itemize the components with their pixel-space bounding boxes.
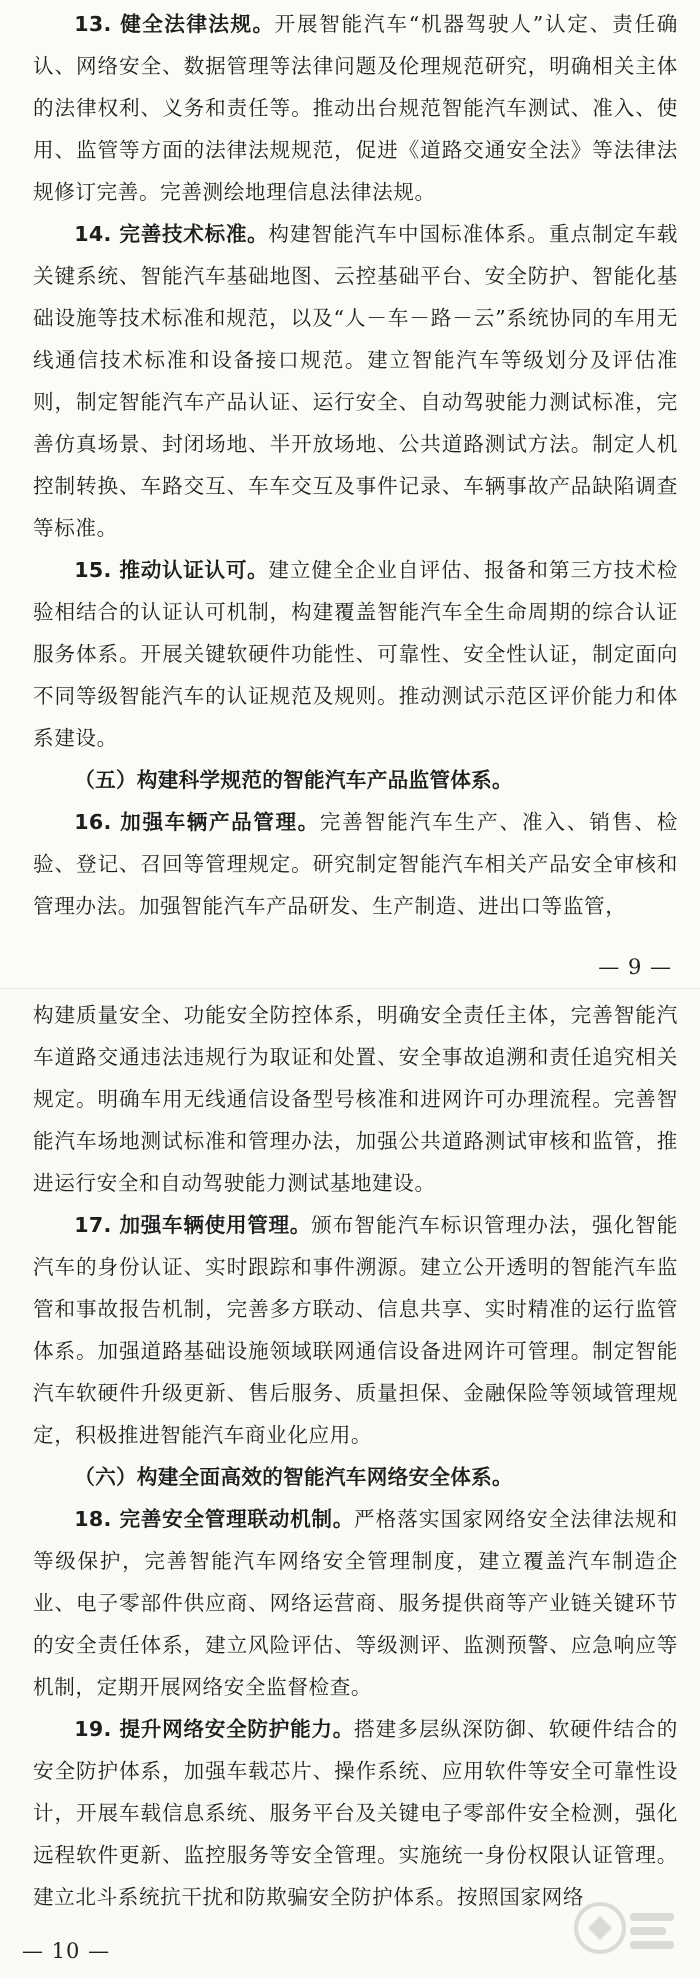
paragraph-17-heading: 17. 加强车辆使用管理。 <box>74 1213 312 1237</box>
paragraph-16 <box>33 801 678 927</box>
document-page-10 <box>0 989 700 1977</box>
paragraph-13 <box>33 3 678 213</box>
page-10-text <box>33 994 678 1918</box>
paragraph-19-heading: 19. 提升网络安全防护能力。 <box>74 1717 355 1741</box>
paragraph-18 <box>33 1498 678 1708</box>
section-heading-5: （五）构建科学规范的智能汽车产品监管体系。 <box>74 768 513 792</box>
paragraph-14-body: 构建智能汽车中国标准体系。重点制定车载关键系统、智能汽车基础地图、云控基础平台、安全防护、智能化基础设施等技术标准和规范，以及“人－车－路－云”系统协同的车用无线通信技术标准和设备接口规范。建立智能汽车等级划分及评估准则，制定智能汽车产品认证、运行安全、自动驾驶能力测试标准，完善仿真场景、封闭场地、半开放场地、公共道路测试方法。制定人机控制转换、车路交互、车车交互及事件记录、车辆事故产品缺陷调查等标准。 <box>33 222 679 540</box>
paragraph-13-heading: 13. 健全法律法规。 <box>74 12 275 36</box>
paragraph-16-heading: 16. 加强车辆产品管理。 <box>74 810 320 834</box>
paragraph-14-heading: 14. 完善技术标准。 <box>74 222 269 246</box>
page-number: — 10 — <box>22 1939 111 1963</box>
paragraph-18-body: 严格落实国家网络安全法律法规和等级保护，完善智能汽车网络安全管理制度，建立覆盖汽车制造企业、电子零部件供应商、网络运营商、服务提供商等产业链关键环节的安全责任体系，建立风险评估、等级测评、监测预警、应急响应等机制，定期开展网络安全监督检查。 <box>33 1507 678 1699</box>
page-number: — 9 — <box>598 955 672 979</box>
paragraph-15-body: 建立健全企业自评估、报备和第三方技术检验相结合的认证认可机制，构建覆盖智能汽车全生命周期的综合认证服务体系。开展关键软硬件功能性、可靠性、安全性认证，制定面向不同等级智能汽车的认证规范及规则。推动测试示范区评价能力和体系建设。 <box>33 558 679 750</box>
paragraph-16-body: 完善智能汽车生产、准入、销售、检验、登记、召回等管理规定。研究制定智能汽车相关产品安全审核和管理办法。加强智能汽车产品研发、生产制造、进出口等监管， <box>33 810 678 918</box>
paragraph-17-body: 颁布智能汽车标识管理办法，强化智能汽车的身份认证、实时跟踪和事件溯源。建立公开透明的智能汽车监管和事故报告机制，完善多方联动、信息共享、实时精准的运行监管体系。加强道路基础设施领域联网通信设备进网许可管理。制定智能汽车软硬件升级更新、售后服务、质量担保、金融保险等领域管理规定，积极推进智能汽车商业化应用。 <box>33 1213 678 1447</box>
paragraph-15 <box>33 549 678 759</box>
paragraph-16-continuation: 构建质量安全、功能安全防控体系，明确安全责任主体，完善智能汽车道路交通违法违规行为取证和处置、安全事故追溯和责任追究相关规定。明确车用无线通信设备型号核准和进网许可办理流程。完善智能汽车场地测试标准和管理办法，加强公共道路测试审核和监管，推进运行安全和自动驾驶能力测试基地建设。 <box>33 1003 678 1195</box>
paragraph-14 <box>33 213 678 549</box>
section-heading-6: （六）构建全面高效的智能汽车网络安全体系。 <box>74 1465 513 1489</box>
paragraph-17 <box>33 1204 678 1456</box>
page-9-text <box>33 3 678 927</box>
paragraph-19-body: 搭建多层纵深防御、软硬件结合的安全防护体系，加强车载芯片、操作系统、应用软件等安全可靠性设计，开展车载信息系统、服务平台及关键电子零部件安全检测，强化远程软件更新、监控服务等安全管理。实施统一身份权限认证管理。建立北斗系统抗干扰和防欺骗安全防护体系。按照国家网络 <box>33 1717 678 1909</box>
paragraph-15-heading: 15. 推动认证认可。 <box>74 558 269 582</box>
paragraph-13-body: 开展智能汽车“机器驾驶人”认定、责任确认、网络安全、数据管理等法律问题及伦理规范研究，明确相关主体的法律权利、义务和责任等。推动出台规范智能汽车测试、准入、使用、监管等方面的法律法规规范，促进《道路交通安全法》等法律法规修订完善。完善测绘地理信息法律法规。 <box>33 12 678 204</box>
paragraph-19 <box>33 1708 678 1918</box>
paragraph-18-heading: 18. 完善安全管理联动机制。 <box>74 1507 355 1531</box>
watermark-logo-icon <box>570 1897 682 1959</box>
